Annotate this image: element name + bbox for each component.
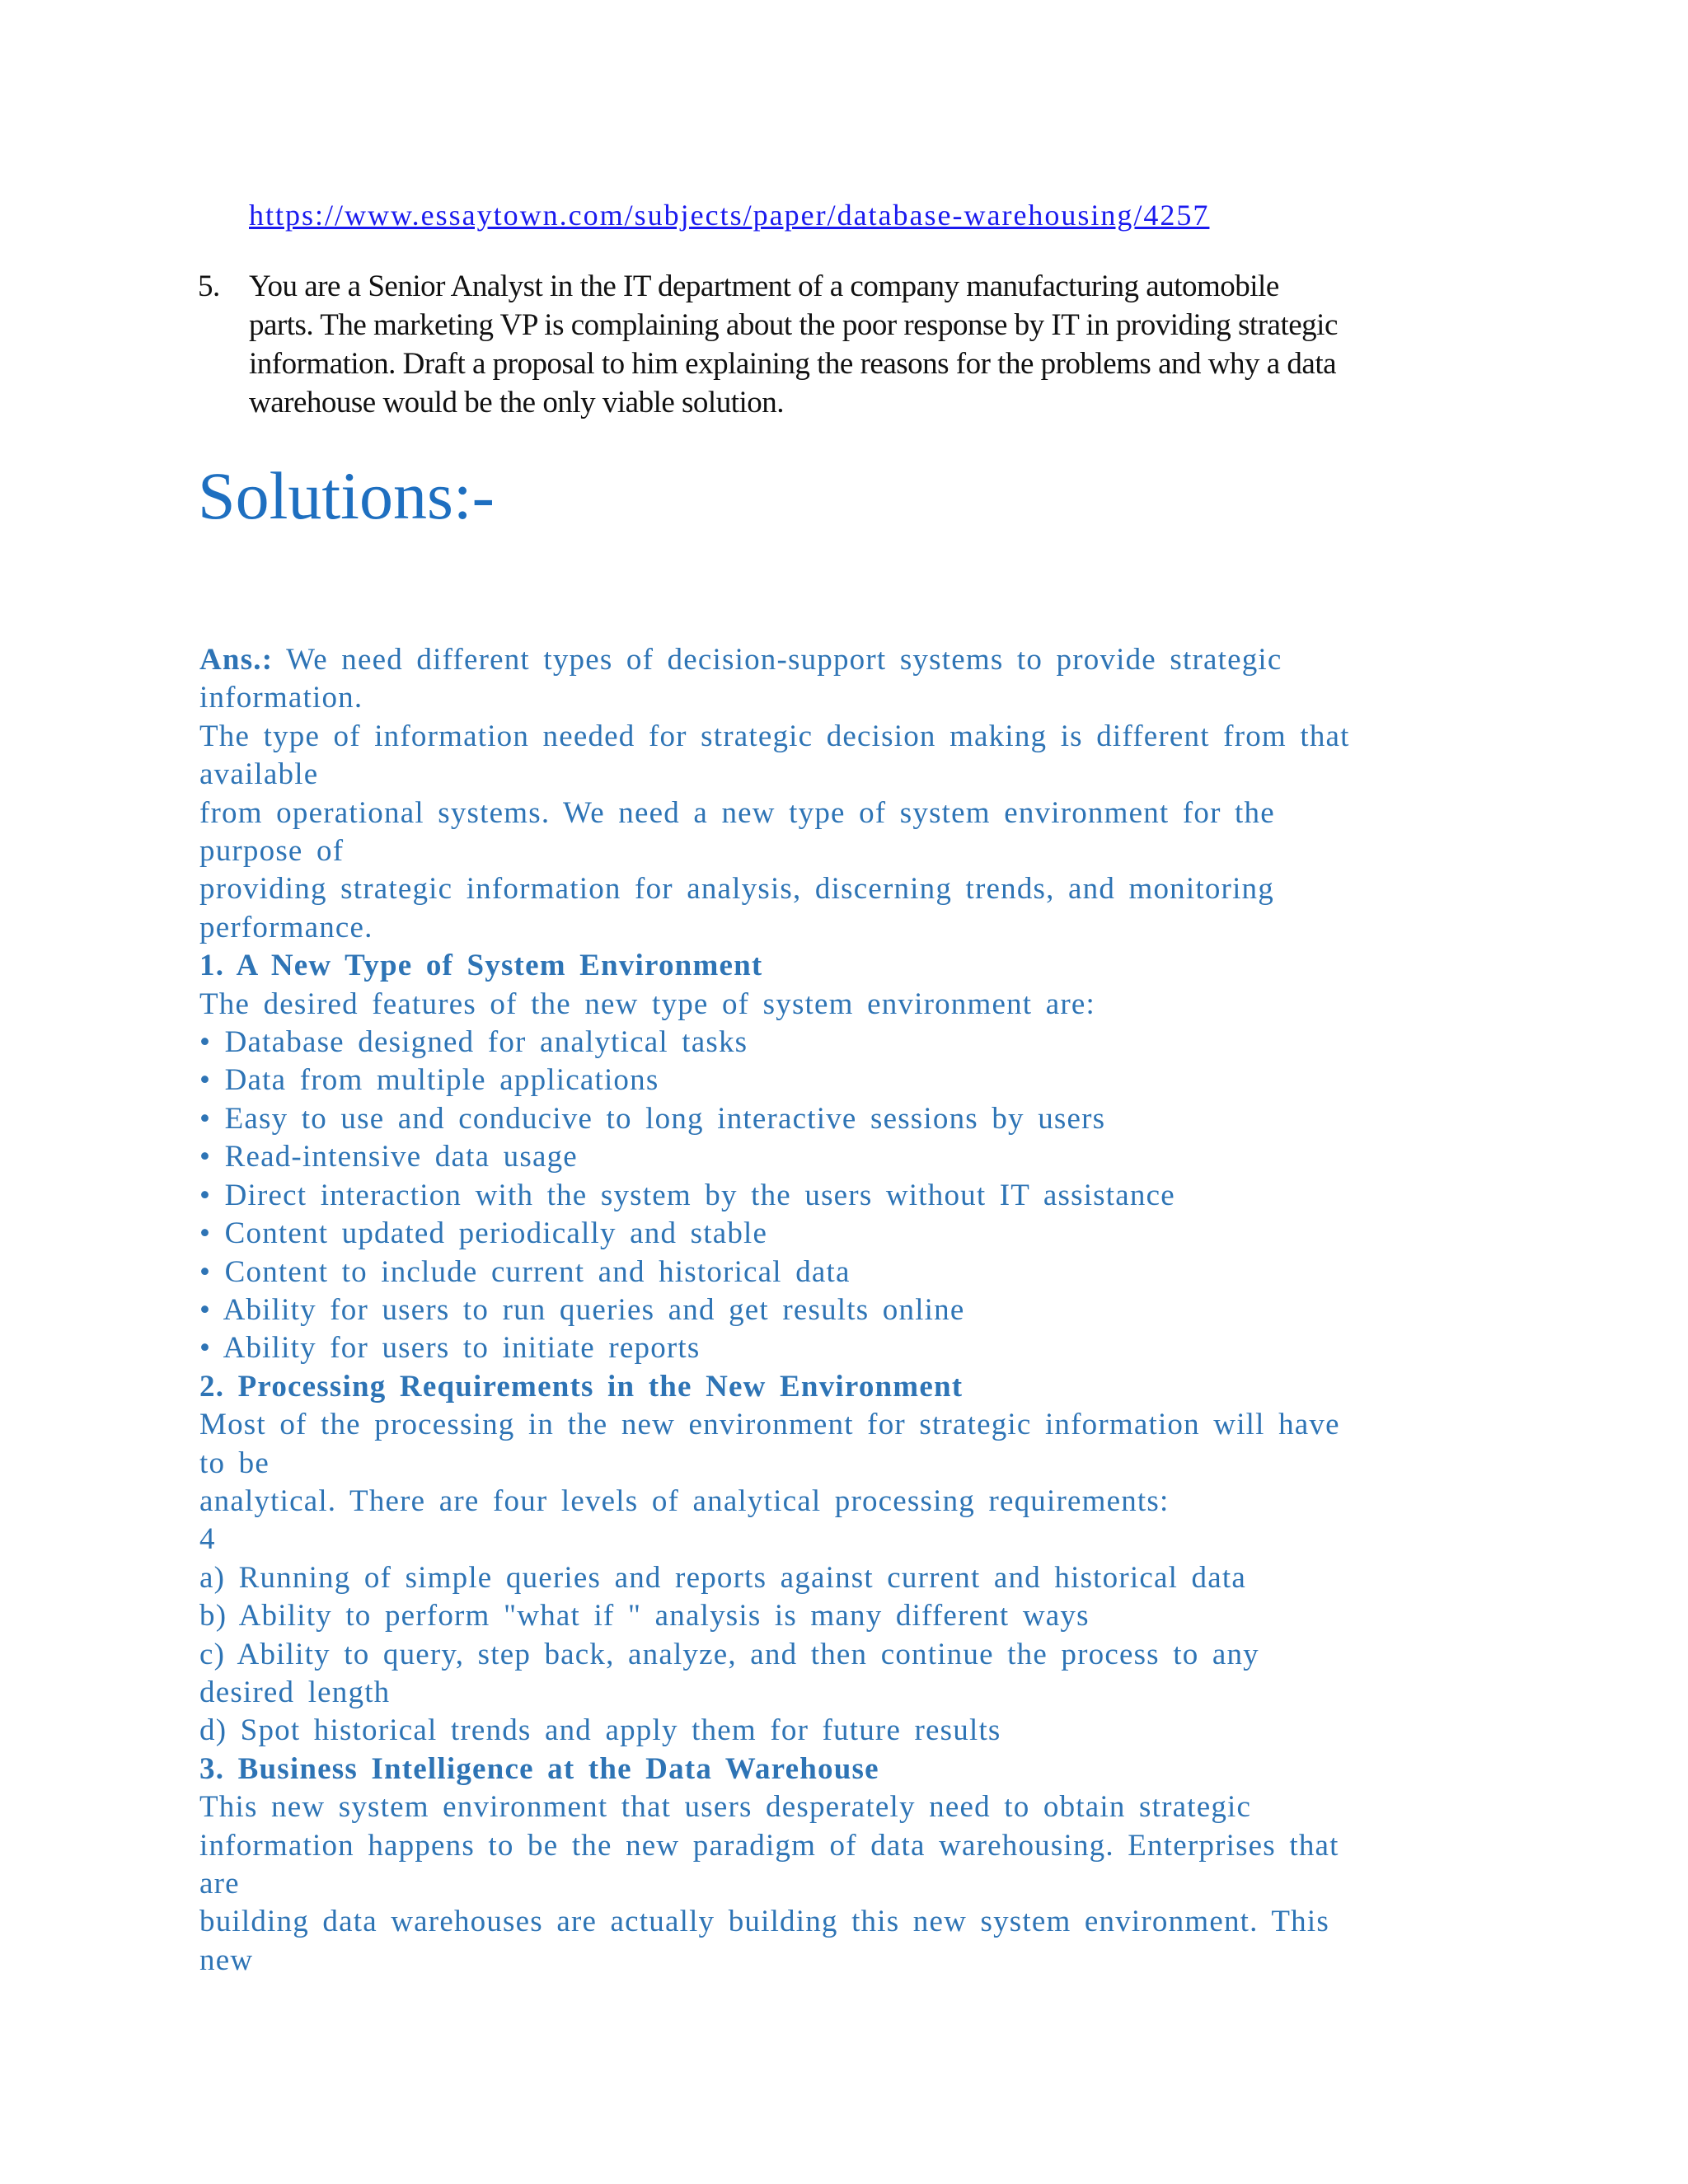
feature-item: • Ability for users to run queries and get results online (199, 1291, 1535, 1329)
section-2-line: 4 (199, 1522, 216, 1557)
feature-item: • Data from multiple applications (199, 1062, 1535, 1099)
feature-item: • Content updated periodically and stable (199, 1215, 1535, 1253)
question-text (249, 267, 1484, 422)
answer-intro-text: We need different types of decision-support systems to provide strategic (273, 643, 1282, 677)
answer-intro-line (199, 641, 1535, 679)
section-2-line: to be (199, 1446, 270, 1480)
answer-line: purpose of (199, 834, 345, 869)
section-2-line: desired length (199, 1675, 391, 1709)
section-3-title: 3. Business Intelligence at the Data Warehouse (199, 1751, 879, 1786)
section-3-line: building data warehouses are actually building this new system environment. This (199, 1905, 1329, 1939)
section-3-line: information happens to be the new paradigm of data warehousing. Enterprises that (199, 1828, 1339, 1863)
feature-item: • Easy to use and conducive to long interactive sessions by users (199, 1100, 1535, 1138)
answer-line: providing strategic information for analysis, discerning trends, and monitoring (199, 872, 1274, 907)
solutions-heading: Solutions:- (198, 458, 495, 533)
answer-label: Ans.: (199, 643, 274, 677)
section-1-intro: The desired features of the new type of system environment are: (199, 987, 1095, 1021)
answer-line: performance. (199, 910, 373, 944)
answer-line: available (199, 757, 319, 792)
section-2-line: b) Ability to perform "what if " analysis is many different ways (199, 1599, 1090, 1633)
section-3-line: This new system environment that users desperately need to obtain strategic (199, 1790, 1252, 1825)
section-2-line: c) Ability to query, step back, analyze, and then continue the process to any (199, 1637, 1259, 1671)
feature-item: • Database designed for analytical tasks (199, 1024, 1535, 1062)
answer-line: The type of information needed for strategic decision making is different from that (199, 719, 1350, 753)
answer-line: information. (199, 681, 363, 715)
section-2-title: 2. Processing Requirements in the New Environment (199, 1369, 964, 1404)
section-2-line: analytical. There are four levels of analytical processing requirements: (199, 1483, 1170, 1518)
section-3-line: are (199, 1867, 240, 1900)
section-2-line: d) Spot historical trends and apply them for future results (199, 1713, 1001, 1748)
section-1-title: 1. A New Type of System Environment (199, 949, 763, 983)
question-5 (198, 267, 1484, 422)
question-line: information. Draft a proposal to him explaining the reasons for the problems and why a data (249, 347, 1337, 381)
question-line: You are a Senior Analyst in the IT department of a company manufacturing automobile (249, 269, 1279, 303)
question-line: parts. The marketing VP is complaining about the poor response by IT in providing strategic (249, 308, 1338, 342)
feature-item: • Content to include current and historical data (199, 1254, 1535, 1291)
feature-item: • Read-intensive data usage (199, 1138, 1535, 1176)
answer-line: from operational systems. We need a new type of system environment for the (199, 795, 1275, 830)
answer-block (199, 641, 1535, 1980)
reference-link[interactable]: https://www.essaytown.com/subjects/paper/database-warehousing/4257 (249, 199, 1210, 232)
section-2-line: a) Running of simple queries and reports against current and historical data (199, 1560, 1246, 1595)
feature-item: • Direct interaction with the system by the users without IT assistance (199, 1177, 1535, 1215)
question-line: warehouse would be the only viable solution. (249, 386, 785, 419)
section-3-line: new (199, 1943, 254, 1977)
section-2-line: Most of the processing in the new environment for strategic information will have (199, 1408, 1340, 1442)
question-number: 5. (198, 269, 220, 303)
feature-item: • Ability for users to initiate reports (199, 1329, 1535, 1367)
